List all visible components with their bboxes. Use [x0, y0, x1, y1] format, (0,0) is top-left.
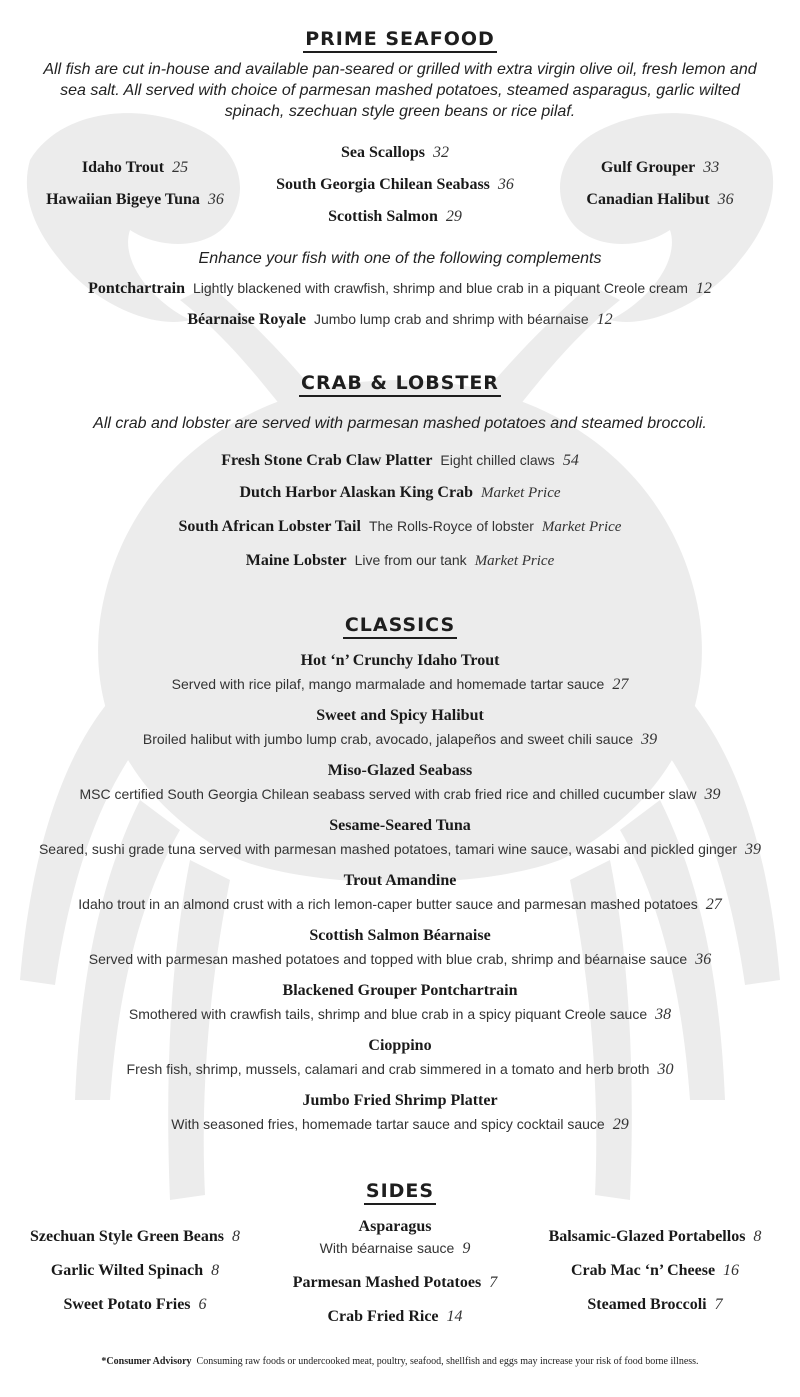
item-name: Sea Scallops — [340, 144, 425, 161]
classic-item-description: Served with rice pilaf, mango marmalade and homemade tartar sauce 27 — [171, 676, 629, 693]
item-name: Steamed Broccoli — [587, 1296, 707, 1313]
item-price: 30 — [657, 1061, 674, 1078]
menu-item — [565, 158, 755, 178]
consumer-advisory — [0, 1355, 800, 1369]
item-price: 36 — [497, 176, 514, 193]
item-name: Gulf Grouper — [600, 159, 696, 176]
item-name: South African Lobster Tail — [178, 518, 361, 535]
item-name: Béarnaise Royale — [187, 311, 306, 328]
menu-item — [270, 1307, 520, 1327]
item-name: Canadian Halibut — [586, 191, 710, 208]
classic-item-name: Jumbo Fried Shrimp Platter — [302, 1092, 498, 1109]
item-name: Maine Lobster — [245, 552, 347, 569]
prime-middle-column — [250, 143, 540, 233]
menu-item — [530, 1261, 780, 1281]
item-description: Live from our tank — [354, 552, 467, 568]
item-price: 32 — [433, 144, 449, 161]
menu-item — [565, 190, 755, 210]
menu-item — [270, 1273, 520, 1293]
classic-item-name: Cioppino — [368, 1037, 432, 1054]
item-name: Crab Fried Rice — [327, 1308, 439, 1325]
item-name: Scottish Salmon — [328, 208, 438, 225]
sides-middle-column — [270, 1217, 520, 1329]
item-name: South Georgia Chilean Seabass — [276, 176, 490, 193]
item-price: 36 — [695, 951, 712, 968]
item-description: Jumbo lump crab and shrimp with béarnaise — [313, 311, 589, 327]
menu-item — [0, 483, 800, 503]
item-price: 8 — [211, 1262, 220, 1279]
item-price: 12 — [695, 280, 712, 297]
item-description: Lightly blackened with crawfish, shrimp and blue crab in a piquant Creole cream — [192, 280, 688, 296]
menu-item — [0, 516, 800, 537]
item-price: 33 — [703, 159, 720, 176]
complement-item — [0, 278, 800, 299]
item-price: 38 — [655, 1006, 672, 1023]
item-name: Balsamic-Glazed Portabellos — [548, 1228, 746, 1245]
classic-item-description: Smothered with crawfish tails, shrimp and blue crab in a spicy piquant Creole sauce 38 — [128, 1006, 672, 1023]
sides-heading: SIDES — [0, 1180, 800, 1205]
item-description: The Rolls-Royce of lobster — [368, 518, 534, 534]
prime-right-column — [565, 158, 755, 218]
prime-seafood-heading: PRIME SEAFOOD — [0, 28, 800, 53]
sides-right-column — [530, 1227, 780, 1317]
item-name: Garlic Wilted Spinach — [50, 1262, 204, 1279]
item-name: Szechuan Style Green Beans — [30, 1228, 224, 1245]
menu-item — [250, 175, 540, 195]
menu-item — [15, 1227, 255, 1247]
item-price: 39 — [641, 731, 658, 748]
crab-lobster-intro: All crab and lobster are served with parmesan mashed potatoes and steamed broccoli. — [93, 415, 707, 432]
item-price: Market Price — [474, 553, 555, 569]
classic-item-description: MSC certified South Georgia Chilean seabass served with crab fried rice and chilled cucumber slaw 39 — [79, 786, 721, 803]
menu-item — [40, 158, 230, 178]
classic-item-description: Fresh fish, shrimp, mussels, calamari and crab simmered in a tomato and herb broth 30 — [126, 1061, 674, 1078]
enhance-heading: Enhance your fish with one of the following complements — [198, 250, 602, 267]
menu-item — [530, 1227, 780, 1247]
item-name: Pontchartrain — [88, 280, 185, 297]
item-price: 27 — [705, 896, 722, 913]
item-price: 39 — [745, 841, 762, 858]
item-price: 7 — [489, 1274, 498, 1291]
classic-item-name: Sesame-Seared Tuna — [329, 817, 471, 834]
menu-item — [15, 1261, 255, 1281]
classics-heading: CLASSICS — [0, 614, 800, 639]
item-price: 29 — [445, 208, 462, 225]
classic-item-name: Miso-Glazed Seabass — [327, 762, 473, 779]
classic-item-name: Blackened Grouper Pontchartrain — [282, 982, 518, 999]
classic-item-description: Seared, sushi grade tuna served with parmesan mashed potatoes, tamari wine sauce, wasabi and pickled ginger 39 — [38, 841, 762, 858]
advisory-text: Consuming raw foods or undercooked meat, poultry, seafood, shellfish and eggs may increase your risk of food borne illness. — [196, 1356, 699, 1367]
item-price: 29 — [612, 1116, 629, 1133]
item-price: 8 — [753, 1228, 762, 1245]
sides-left-column — [15, 1227, 255, 1317]
menu-item — [270, 1217, 520, 1237]
item-price: 9 — [462, 1240, 471, 1257]
classic-item-name: Hot ‘n’ Crunchy Idaho Trout — [300, 652, 500, 669]
menu-item — [530, 1295, 780, 1315]
item-name: Idaho Trout — [81, 159, 165, 176]
menu-item — [0, 550, 800, 571]
menu-item — [250, 143, 540, 163]
item-name: Asparagus — [358, 1218, 432, 1235]
item-name: Sweet Potato Fries — [63, 1296, 191, 1313]
item-price: 39 — [704, 786, 721, 803]
item-name: Fresh Stone Crab Claw Platter — [221, 452, 433, 469]
item-price: 36 — [717, 191, 734, 208]
item-price: 12 — [596, 311, 613, 328]
classic-item-name: Scottish Salmon Béarnaise — [309, 927, 491, 944]
menu-item — [40, 190, 230, 210]
menu-item — [15, 1295, 255, 1315]
prime-seafood-intro: All fish are cut in-house and available pan-seared or grilled with extra virgin olive oil, fresh lemon and sea salt. All served with choice of parmesan mashed potatoes, steamed asparagus, garlic wilted spinach, szechuan style green beans or rice pilaf. — [43, 61, 757, 120]
item-price: 54 — [562, 452, 579, 469]
item-name: Hawaiian Bigeye Tuna — [46, 191, 200, 208]
menu-item — [250, 207, 540, 227]
item-description: Eight chilled claws — [440, 452, 555, 468]
menu-item-detail — [270, 1238, 520, 1259]
menu-item — [0, 450, 800, 471]
classic-item-description: Served with parmesan mashed potatoes and topped with blue crab, shrimp and béarnaise sauce 36 — [88, 951, 712, 968]
complement-item — [0, 309, 800, 330]
item-price: 7 — [714, 1296, 723, 1313]
item-name: Parmesan Mashed Potatoes — [292, 1274, 482, 1291]
classic-item-name: Sweet and Spicy Halibut — [316, 707, 484, 724]
crab-lobster-heading: CRAB & LOBSTER — [0, 372, 800, 397]
item-price: 36 — [207, 191, 224, 208]
item-price: Market Price — [480, 485, 561, 501]
item-price: Market Price — [541, 519, 622, 535]
item-name: Dutch Harbor Alaskan King Crab — [239, 484, 473, 501]
classic-item-name: Trout Amandine — [343, 872, 457, 889]
prime-left-column — [40, 158, 230, 218]
classic-item-description: With seasoned fries, homemade tartar sauce and spicy cocktail sauce 29 — [171, 1116, 629, 1133]
advisory-label: *Consumer Advisory — [101, 1356, 192, 1367]
item-price: 8 — [231, 1228, 240, 1245]
item-name: Crab Mac ‘n’ Cheese — [570, 1262, 716, 1279]
item-price: 6 — [198, 1296, 207, 1313]
item-description: With béarnaise sauce — [319, 1240, 455, 1256]
item-price: 27 — [612, 676, 629, 693]
item-price: 16 — [723, 1262, 740, 1279]
classic-item-description: Idaho trout in an almond crust with a rich lemon-caper butter sauce and parmesan mashed potatoes 27 — [78, 896, 722, 913]
item-price: 14 — [446, 1308, 463, 1325]
classic-item-description: Broiled halibut with jumbo lump crab, avocado, jalapeños and sweet chili sauce 39 — [142, 731, 658, 748]
item-price: 25 — [172, 159, 189, 176]
